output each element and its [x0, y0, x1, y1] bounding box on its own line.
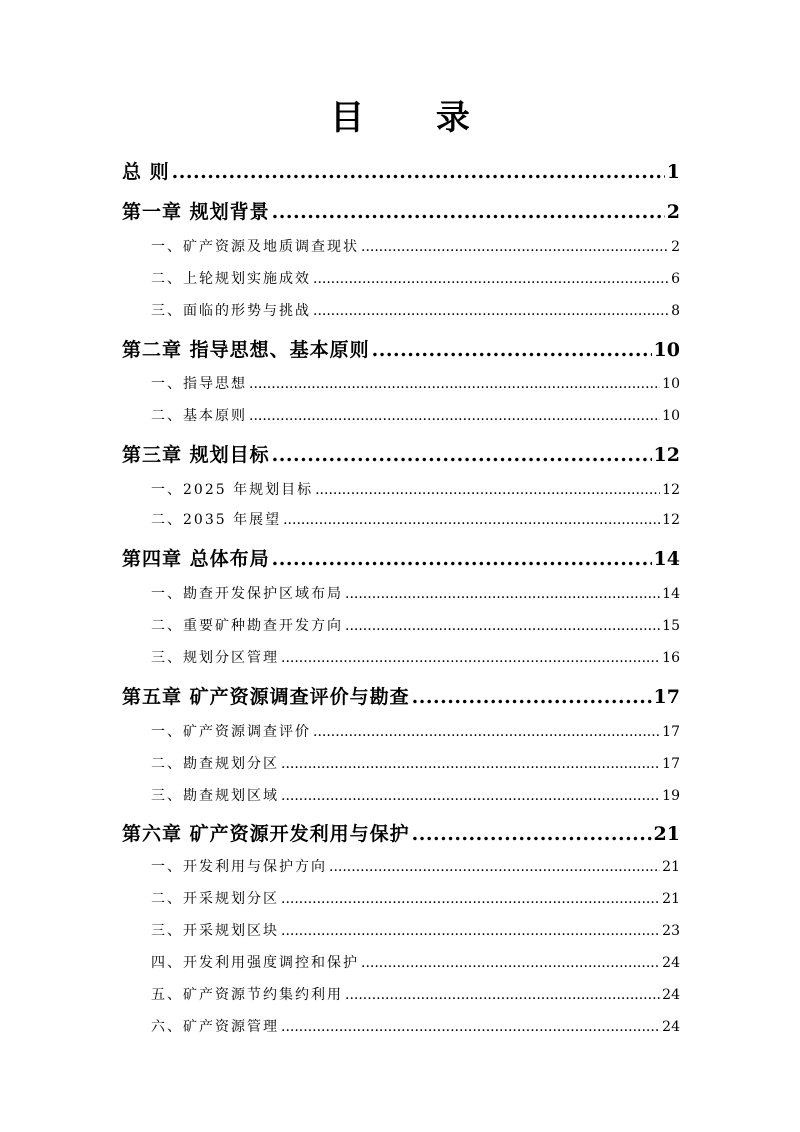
toc-entry-label: 第五章 矿产资源调查评价与勘查 — [122, 686, 410, 708]
toc-leader-dots — [281, 922, 660, 940]
toc-page-number: 10 — [653, 339, 680, 361]
toc-section-entry[interactable] — [151, 922, 680, 940]
toc-section-entry[interactable] — [151, 787, 680, 805]
toc-leader-dots — [272, 547, 652, 571]
toc-section-entry[interactable] — [151, 954, 680, 972]
toc-leader-dots — [281, 787, 660, 805]
toc-entry-label: 总 则 — [122, 161, 170, 183]
toc-page-number: 12 — [662, 512, 680, 528]
toc-page-number: 10 — [662, 376, 680, 392]
toc-page-number: 14 — [653, 548, 680, 570]
toc-entry-label: 第二章 指导思想、基本原则 — [122, 339, 370, 361]
toc-page-number: 16 — [662, 650, 680, 666]
toc-entry-label: 二、2035 年展望 — [151, 512, 282, 528]
toc-page-number: 17 — [653, 686, 680, 708]
toc-section-entry[interactable] — [151, 407, 680, 425]
toc-leader-dots — [272, 443, 652, 467]
toc-entry-label: 第三章 规划目标 — [122, 444, 270, 466]
toc-leader-dots — [172, 160, 665, 184]
toc-entry-label: 二、勘查规划分区 — [151, 756, 279, 772]
toc-leader-dots — [345, 617, 660, 635]
toc-chapter-entry[interactable] — [122, 685, 680, 709]
toc-page-number: 6 — [671, 271, 680, 287]
toc-chapter-entry[interactable] — [122, 822, 680, 846]
toc-page-number: 2 — [666, 201, 680, 223]
toc-entry-label: 一、勘查开发保护区域布局 — [151, 586, 343, 602]
toc-leader-dots — [329, 858, 660, 876]
toc-page-number: 21 — [662, 891, 680, 907]
toc-entry-label: 三、面临的形势与挑战 — [151, 303, 311, 319]
toc-entry-label: 二、上轮规划实施成效 — [151, 271, 311, 287]
toc-chapter-entry[interactable] — [122, 160, 680, 184]
toc-section-entry[interactable] — [151, 890, 680, 908]
toc-page-number: 10 — [662, 408, 680, 424]
toc-leader-dots — [361, 238, 669, 256]
toc-section-entry[interactable] — [151, 481, 680, 499]
toc-chapter-entry[interactable] — [122, 338, 680, 362]
toc-leader-dots — [345, 585, 660, 603]
toc-page-number: 1 — [666, 161, 680, 183]
toc-page-number: 24 — [662, 1019, 680, 1035]
toc-entry-label: 一、2025 年规划目标 — [151, 482, 314, 498]
toc-leader-dots — [281, 755, 660, 773]
toc-leader-dots — [281, 890, 660, 908]
toc-leader-dots — [313, 723, 660, 741]
toc-entry-label: 一、开发利用与保护方向 — [151, 859, 327, 875]
toc-section-entry[interactable] — [151, 270, 680, 288]
toc-entry-label: 第六章 矿产资源开发利用与保护 — [122, 823, 410, 845]
toc-page-number: 21 — [662, 859, 680, 875]
toc-section-entry[interactable] — [151, 375, 680, 393]
toc-leader-dots — [412, 822, 652, 846]
toc-page-number: 12 — [653, 444, 680, 466]
toc-entry-label: 三、规划分区管理 — [151, 650, 279, 666]
toc-leader-dots — [249, 407, 660, 425]
toc-entry-label: 三、开采规划区块 — [151, 923, 279, 939]
toc-section-entry[interactable] — [151, 649, 680, 667]
toc-section-entry[interactable] — [151, 858, 680, 876]
toc-leader-dots — [272, 200, 665, 224]
toc-page-number: 19 — [662, 788, 680, 804]
toc-entry-label: 第四章 总体布局 — [122, 548, 270, 570]
toc-section-entry[interactable] — [151, 585, 680, 603]
toc-section-entry[interactable] — [151, 238, 680, 256]
toc-section-entry[interactable] — [151, 617, 680, 635]
toc-section-entry[interactable] — [151, 1018, 680, 1036]
toc-page-number: 12 — [662, 482, 680, 498]
toc-page-number: 24 — [662, 987, 680, 1003]
toc-leader-dots — [315, 481, 660, 499]
toc-leader-dots — [249, 375, 660, 393]
toc-entry-label: 二、开采规划分区 — [151, 891, 279, 907]
toc-entry-label: 六、矿产资源管理 — [151, 1019, 279, 1035]
toc-leader-dots — [361, 954, 660, 972]
toc-page-number: 15 — [662, 618, 680, 634]
toc-entry-label: 五、矿产资源节约集约利用 — [151, 987, 343, 1003]
toc-page-number: 17 — [662, 756, 680, 772]
toc-entry-label: 四、开发利用强度调控和保护 — [151, 955, 359, 971]
toc-entry-label: 二、重要矿种勘查开发方向 — [151, 618, 343, 634]
toc-section-entry[interactable] — [151, 511, 680, 529]
toc-leader-dots — [412, 685, 652, 709]
toc-chapter-entry[interactable] — [122, 547, 680, 571]
toc-entry-label: 一、矿产资源及地质调查现状 — [151, 239, 359, 255]
toc-chapter-entry[interactable] — [122, 200, 680, 224]
toc-entry-label: 第一章 规划背景 — [122, 201, 270, 223]
toc-page-number: 24 — [662, 955, 680, 971]
toc-page-number: 8 — [671, 303, 680, 319]
page-title: 目 录 — [330, 98, 500, 138]
toc-leader-dots — [313, 270, 669, 288]
toc-chapter-entry[interactable] — [122, 443, 680, 467]
toc-entry-label: 一、矿产资源调查评价 — [151, 724, 311, 740]
toc-section-entry[interactable] — [151, 302, 680, 320]
toc-section-entry[interactable] — [151, 755, 680, 773]
toc-section-entry[interactable] — [151, 986, 680, 1004]
toc-leader-dots — [281, 649, 660, 667]
toc-leader-dots — [313, 302, 669, 320]
toc-leader-dots — [283, 511, 660, 529]
toc-leader-dots — [372, 338, 652, 362]
toc-page-number: 21 — [653, 823, 680, 845]
toc-entry-label: 一、指导思想 — [151, 376, 247, 392]
toc-entry-label: 二、基本原则 — [151, 408, 247, 424]
toc-section-entry[interactable] — [151, 723, 680, 741]
toc-page-number: 14 — [662, 586, 680, 602]
toc-leader-dots — [345, 986, 660, 1004]
toc-page-number: 2 — [671, 239, 680, 255]
toc-page-number: 17 — [662, 724, 680, 740]
toc-leader-dots — [281, 1018, 660, 1036]
toc-entry-label: 三、勘查规划区域 — [151, 788, 279, 804]
toc-page-number: 23 — [662, 923, 680, 939]
